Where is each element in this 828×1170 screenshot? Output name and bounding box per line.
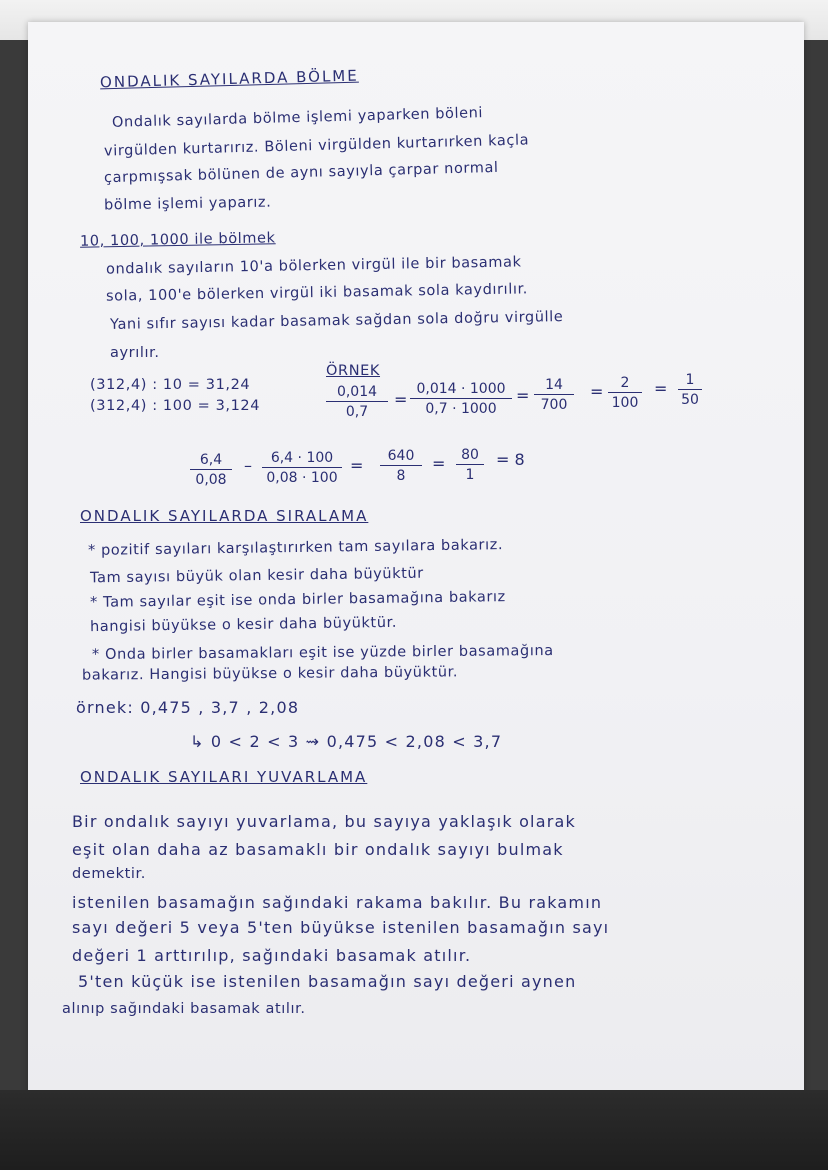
rounding-line-1: Bir ondalık sayıyı yuvarlama, bu sayıya yaklaşık olarak [72, 812, 576, 831]
ordering-result: ↳ 0 < 2 < 3 ⇝ 0,475 < 2,08 < 3,7 [190, 732, 503, 751]
powers-line-4: ayrılır. [110, 345, 160, 361]
fraction-b1: $\frac{6,4}{0,08}$ [190, 452, 232, 488]
powers-line-1: ondalık sayıların 10'a bölerken virgül ile bir basamak [105, 254, 522, 278]
rounding-line-7: 5'ten küçük ise istenilen basamağın sayı değeri aynen [78, 972, 577, 991]
section-title-ordering: ONDALIK SAYILARDA SIRALAMA [80, 507, 369, 525]
division-line-1: Ondalık sayılarda bölme işlemi yaparken böleni [111, 105, 484, 131]
equals-sign: = [590, 382, 604, 401]
powers-example-1: (312,4) : 10 = 31,24 [90, 377, 251, 393]
ordering-line-4: hangisi büyükse o kesir daha büyüktür. [89, 614, 398, 636]
section-title-division: ONDALIK SAYILARDA BÖLME [99, 66, 359, 92]
equals-sign: = [350, 456, 364, 475]
rounding-line-2: eşit olan daha az basamaklı bir ondalık sayıyı bulmak [72, 840, 564, 859]
fraction-a4: $\frac{2}{100}$ [608, 375, 642, 411]
powers-example-2: (312,4) : 100 = 3,124 [90, 398, 261, 414]
rounding-line-5: sayı değeri 5 veya 5'ten büyükse istenilen basamağın sayı [72, 918, 610, 937]
rounding-line-8: alınıp sağındaki basamak atılır. [62, 1001, 306, 1017]
powers-line-2: sola, 100'e bölerken virgül iki basamak sola kaydırılır. [105, 281, 529, 305]
equals-sign: = [432, 454, 446, 473]
equals-sign: = [516, 386, 530, 405]
ordering-line-5: * Onda birler basamakları eşit ise yüzde birler basamağına [91, 642, 554, 664]
fraction-b2: $\frac{6,4 \cdot 100}{0,08 \cdot 100}$ [262, 450, 342, 486]
result-eight: = 8 [496, 450, 525, 469]
equals-sign: = [394, 390, 408, 409]
division-line-3: çarpmışsak bölünen de aynı sayıyla çarpar normal [103, 159, 499, 187]
fraction-a2: $\frac{0,014 \cdot 1000}{0,7 \cdot 1000}$ [410, 381, 512, 417]
rounding-line-3: demektir. [72, 866, 146, 882]
ordering-line-1: * pozitif sayıları karşılaştırırken tam sayılara bakarız. [87, 537, 504, 559]
minus-sign: – [244, 456, 252, 475]
fraction-a5: $\frac{1}{50}$ [678, 372, 702, 408]
powers-line-3: Yani sıfır sayısı kadar basamak sağdan sola doğru virgülle [109, 309, 564, 333]
fraction-b4: $\frac{80}{1}$ [456, 447, 484, 483]
rounding-line-4: istenilen basamağın sağındaki rakama bakılır. Bu rakamın [72, 893, 603, 912]
ordering-example: örnek: 0,475 , 3,7 , 2,08 [76, 698, 300, 717]
division-line-2: virgülden kurtarırız. Böleni virgülden kurtarırken kaçla [103, 132, 530, 160]
equals-sign: = [654, 379, 668, 398]
division-line-4: bölme işlemi yaparız. [103, 194, 272, 214]
ordering-line-2: Tam sayısı büyük olan kesir daha büyüktür [89, 565, 424, 587]
background-bottom [0, 1090, 828, 1170]
ornek-label: ÖRNEK [326, 363, 381, 379]
section-title-powers: 10, 100, 1000 ile bölmek [79, 230, 276, 250]
ordering-line-3: * Tam sayılar eşit ise onda birler basamağına bakarız [89, 589, 506, 611]
fraction-a3: $\frac{14}{700}$ [534, 377, 574, 413]
ordering-line-6: bakarız. Hangisi büyükse o kesir daha büyüktür. [81, 664, 459, 684]
rounding-line-6: değeri 1 arttırılıp, sağındaki basamak atılır. [72, 946, 472, 965]
section-title-rounding: ONDALIK SAYILARI YUVARLAMA [80, 768, 368, 786]
fraction-b3: $\frac{640}{8}$ [380, 448, 422, 484]
fraction-a1: $\frac{0,014}{0,7}$ [326, 384, 388, 420]
